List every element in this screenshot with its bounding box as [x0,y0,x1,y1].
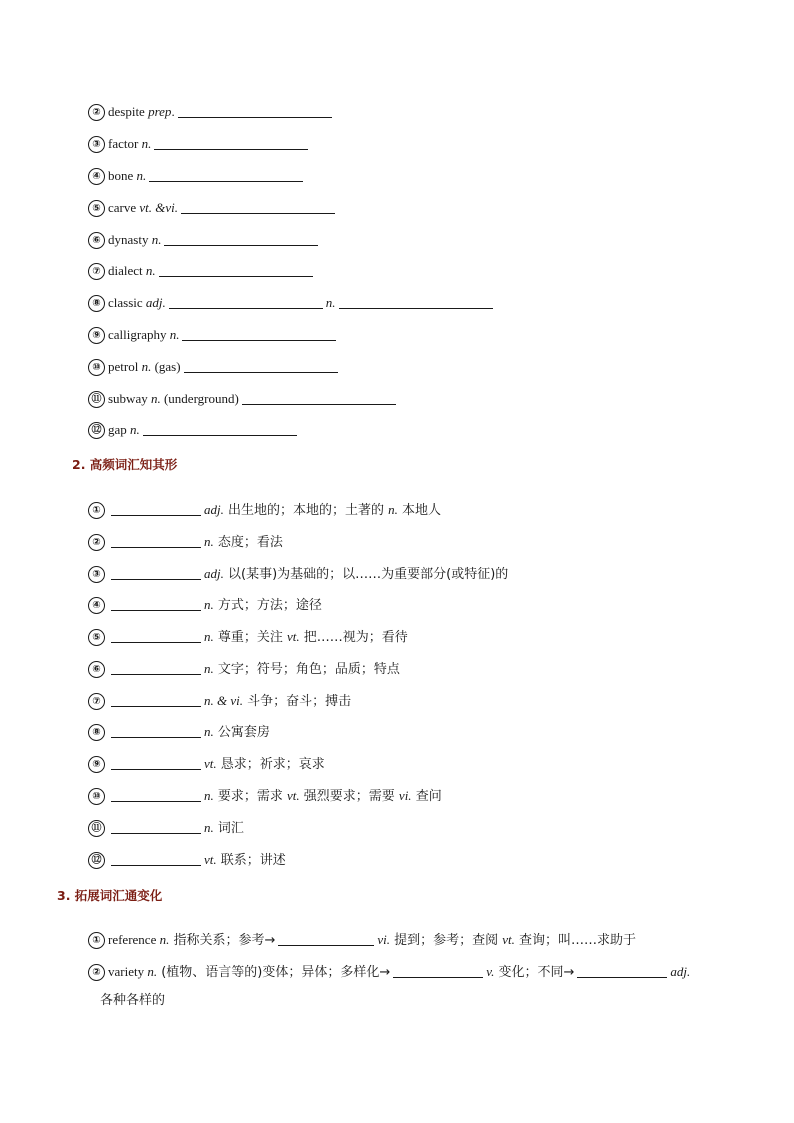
vocab-item [88,817,244,837]
word: reference [108,932,157,947]
pos: n. [204,629,214,644]
word: dynasty [108,232,149,247]
item-number: ⑧ [88,295,105,312]
word: dialect [108,263,143,278]
vocab-item [88,563,508,583]
answer-blank[interactable] [111,660,201,675]
definition: 词汇 [213,821,244,836]
word: petrol [108,359,139,374]
item-number: ② [88,964,105,981]
item-number: ⑫ [88,852,105,869]
answer-blank[interactable] [111,723,201,738]
item-number: ③ [88,136,105,153]
answer-blank[interactable] [577,963,667,978]
answer-blank[interactable] [182,326,336,341]
pos: vt. [287,788,300,803]
definition: 恳求；祈求；哀求 [216,757,325,772]
item-number: ③ [88,566,105,583]
answer-blank[interactable] [278,931,374,946]
item-number: ④ [88,168,105,185]
item-number: ⑩ [88,359,105,376]
item-number: ⑫ [88,422,105,439]
answer-blank[interactable] [149,167,303,182]
pos: adj. [670,964,691,979]
answer-blank[interactable] [169,294,323,309]
vocab-item [88,133,311,153]
vocab-item [88,531,283,551]
vocab-item [88,229,321,249]
pos: prep [148,104,172,119]
vocab-item [88,626,408,646]
answer-blank[interactable] [178,103,332,118]
vocab-item [88,324,339,344]
item-number: ⑨ [88,756,105,773]
pos: vi. [398,788,412,803]
definition: 文字；符号；角色；品质；特点 [213,662,400,677]
pos: adj. [204,566,224,581]
pos: n. [204,534,214,549]
answer-blank[interactable] [111,755,201,770]
definition: 斗争；奋斗；搏击 [243,694,352,709]
answer-blank[interactable] [111,501,201,516]
pos: n. [204,820,214,835]
item-number: ⑥ [88,661,105,678]
vocab-item [88,388,399,408]
word: classic [108,295,143,310]
pos: n. [325,295,336,310]
item-number: ⑩ [88,788,105,805]
definition: 指称关系；参考→ [169,933,276,948]
vocab-item [88,690,351,710]
answer-blank[interactable] [111,787,201,802]
pos: adj. [145,295,166,310]
definition: 变化；不同→ [494,965,575,980]
vocab-item [88,721,270,741]
definition: 联系；讲述 [216,853,286,868]
word: calligraphy [108,327,167,342]
variety-item [88,961,690,981]
item-number: ② [88,104,105,121]
item-number: ⑤ [88,629,105,646]
pos: n. [130,422,140,437]
vocab-item [88,197,338,217]
vocab-item [88,419,300,439]
definition: 出生地的；本地的；土著的 [223,503,389,518]
vocab-item [88,165,306,185]
pos: n. [145,263,156,278]
item-number: ② [88,534,105,551]
definition: 尊重；关注 [213,630,288,645]
item-number: ① [88,502,105,519]
word: subway [108,391,148,406]
pos: n. [388,502,398,517]
variety-continuation: 各种各样的 [100,993,166,1008]
word: bone [108,168,134,183]
note: (underground) [163,391,239,406]
answer-blank[interactable] [111,533,201,548]
pos: n. [147,964,158,979]
vocab-item [88,753,325,773]
answer-blank[interactable] [111,851,201,866]
vocab-item [88,785,442,805]
item-number: ⑤ [88,200,105,217]
definition: 要求；需求 [213,789,288,804]
pos: n. [136,168,147,183]
pos: n. [151,232,162,247]
answer-blank[interactable] [111,692,201,707]
answer-blank[interactable] [159,262,313,277]
pos: n. [204,597,214,612]
reference-item [88,929,636,949]
pos: n. [141,136,152,151]
answer-blank[interactable] [111,596,201,611]
word: gap [108,422,127,437]
definition: 以(某事)为基础的；以……为重要部分(或特征)的 [223,567,509,582]
section-2-title: 2. 高频词汇知其形 [72,457,178,472]
definition: (植物、语言等的)变体；异体；多样化→ [157,965,391,980]
definition: 查询；叫……求助于 [514,933,637,948]
pos: n. [169,327,180,342]
pos: vt. &vi. [139,200,179,215]
item-number: ⑧ [88,724,105,741]
item-number: ⑨ [88,327,105,344]
pos: n. [204,661,214,676]
definition: 提到；参考；查阅 [390,933,503,948]
item-number: ⑦ [88,693,105,710]
item-number: ⑥ [88,232,105,249]
vocab-item [88,292,496,312]
section-3-title: 3. 拓展词汇通变化 [57,888,163,903]
item-number: ④ [88,597,105,614]
word: despite [108,104,145,119]
punctuation: . [171,104,175,119]
pos: adj. [204,502,224,517]
word: carve [108,200,137,215]
pos: vt. [502,932,515,947]
vocab-item [88,658,400,678]
answer-blank[interactable] [242,390,396,405]
definition: 把……视为；看待 [299,630,408,645]
pos: n. [159,932,170,947]
pos: v. [486,964,495,979]
definition: 态度；看法 [213,535,283,550]
word: factor [108,136,139,151]
vocab-item [88,101,335,121]
note: (gas) [154,359,181,374]
answer-blank[interactable] [111,565,201,580]
definition: 公寓套房 [213,725,270,740]
vocab-item [88,499,441,519]
answer-blank[interactable] [181,199,335,214]
pos: vt. [204,852,217,867]
vocab-item [88,594,322,614]
pos: n. [204,788,214,803]
answer-blank[interactable] [111,628,201,643]
pos: n. [141,359,152,374]
answer-blank[interactable] [164,231,318,246]
pos: n. & vi. [204,693,243,708]
definition: 本地人 [397,503,442,518]
answer-blank[interactable] [184,358,338,373]
definition: 查问 [411,789,442,804]
pos: vt. [204,756,217,771]
pos: n. [204,724,214,739]
answer-blank[interactable] [393,963,483,978]
pos: vi. [377,932,391,947]
word: variety [108,964,145,979]
item-number: ⑪ [88,391,105,408]
vocab-item [88,260,316,280]
definition: 方式；方法；途径 [213,598,322,613]
item-number: ⑦ [88,263,105,280]
pos: n. [150,391,161,406]
answer-blank[interactable] [143,421,297,436]
definition: 强烈要求；需要 [299,789,399,804]
pos: vt. [287,629,300,644]
answer-blank[interactable] [339,294,493,309]
vocab-item [88,849,286,869]
answer-blank[interactable] [111,819,201,834]
vocab-item [88,356,341,376]
answer-blank[interactable] [154,135,308,150]
item-number: ① [88,932,105,949]
item-number: ⑪ [88,820,105,837]
